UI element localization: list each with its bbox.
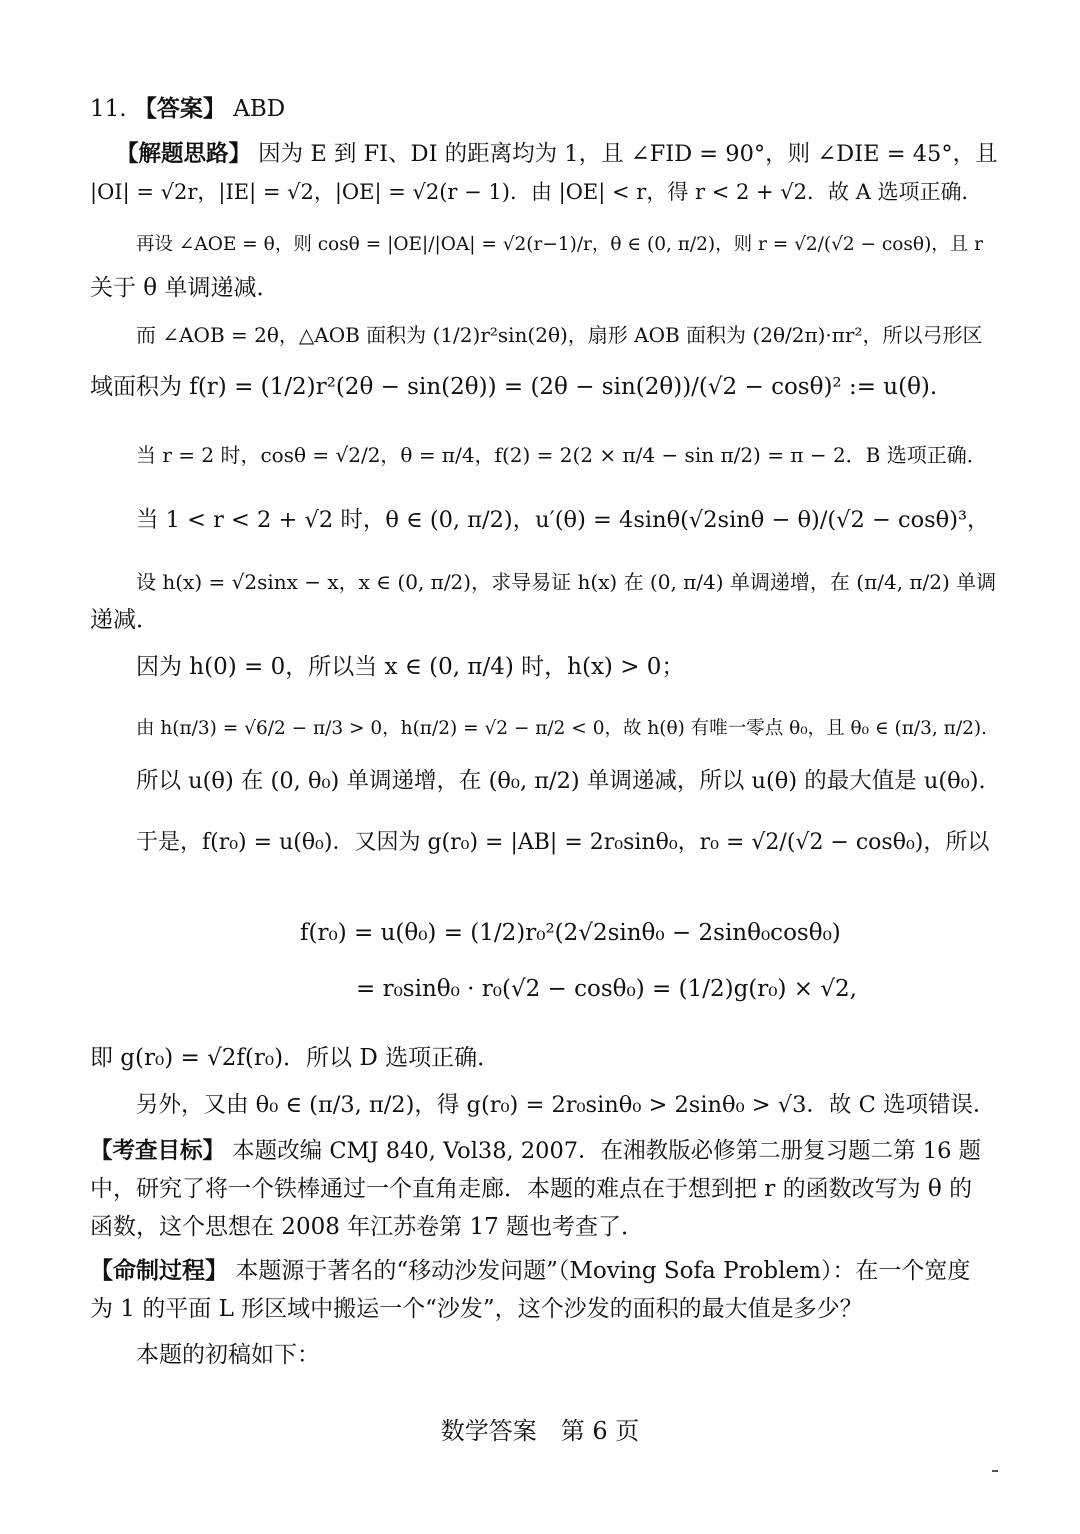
purpose-line-3: 函数，这个思想在 2008 年江苏卷第 17 题也考查了． — [90, 1214, 645, 1240]
solution-line-8: 当 1 < r < 2 + √2 时，θ ∈ (0, π/2)，u′(θ) = 4sinθ(√2sinθ − θ)/(√2 − cosθ)³， — [136, 507, 990, 533]
answer-tag: 【答案】 — [133, 95, 226, 122]
solution-line-13: 所以 u(θ) 在 (0, θ₀) 单调递增，在 (θ₀, π/2) 单调递减，所以 u(θ) 的最大值是 u(θ₀). — [136, 768, 986, 794]
equation-line-2: = r₀sinθ₀ · r₀(√2 − cosθ₀) = (1/2)g(r₀) × √2, — [356, 976, 857, 1002]
process-line-2: 为 1 的平面 L 形区域中搬运一个“沙发”，这个沙发的面积的最大值是多少？ — [90, 1296, 863, 1322]
solution-line-4: 关于 θ 单调递减． — [90, 275, 280, 301]
solution-line-15: 即 g(r₀) = √2f(r₀)．所以 D 选项正确． — [90, 1045, 501, 1071]
solution-line-5: 而 ∠AOB = 2θ，△AOB 面积为 (1/2)r²sin(2θ)，扇形 AOB 面积为 (2θ/2π)·πr²，所以弓形区 — [136, 323, 983, 347]
section-process-label: 【命制过程】 — [90, 1257, 228, 1284]
solution-line-9: 设 h(x) = √2sinx − x，x ∈ (0, π/2)，求导易证 h(x) 在 (0, π/4) 单调递增，在 (π/4, π/2) 单调 — [136, 570, 997, 594]
page-footer: 数学答案 第 6 页 — [440, 1417, 640, 1445]
section-solution-label: 【解题思路】 — [116, 141, 252, 167]
answer-value: ABD — [233, 96, 286, 122]
process-line-3: 本题的初稿如下： — [136, 1342, 320, 1368]
question-number: 11. — [90, 96, 127, 122]
solution-line-16: 另外，又由 θ₀ ∈ (π/3, π/2)，得 g(r₀) = 2r₀sinθ₀ > 2sinθ₀ > √3．故 C 选项错误． — [136, 1092, 996, 1118]
solution-line-12: 由 h(π/3) = √6/2 − π/3 > 0，h(π/2) = √2 − π/2 < 0，故 h(θ) 有唯一零点 θ₀，且 θ₀ ∈ (π/3, π/2). — [136, 718, 987, 739]
purpose-line-2: 中，研究了将一个铁棒通过一个直角走廊．本题的难点在于想到把 r 的函数改写为 θ 的 — [90, 1176, 973, 1202]
question-header — [90, 94, 285, 124]
solution-line-14: 于是，f(r₀) = u(θ₀)．又因为 g(r₀) = |AB| = 2r₀sinθ₀，r₀ = √2/(√2 − cosθ₀)，所以 — [136, 830, 990, 855]
solution-line-10: 递减． — [90, 607, 159, 633]
solution-line-1: 【解题思路】 因为 E 到 FI、DI 的距离均为 1，且 ∠FID = 90°，则 ∠DIE = 45°，且 — [116, 141, 998, 167]
scan-mark — [992, 1470, 998, 1472]
purpose-line-1: 【考查目标】 本题改编 CMJ 840, Vol38, 2007．在湘教版必修第二册复习题二第 16 题 — [90, 1138, 982, 1164]
solution-line-6: 域面积为 f(r) = (1/2)r²(2θ − sin(2θ)) = (2θ − sin(2θ))/(√2 − cosθ)² := u(θ). — [90, 374, 938, 400]
solution-line-11: 因为 h(0) = 0，所以当 x ∈ (0, π/4) 时，h(x) > 0； — [136, 654, 685, 680]
section-purpose-label: 【考查目标】 — [90, 1138, 226, 1164]
solution-line-3: 再设 ∠AOE = θ，则 cosθ = |OE|/|OA| = √2(r−1)/r，θ ∈ (0, π/2)，则 r = √2/(√2 − cosθ)，且 r — [136, 234, 984, 255]
process-line-1: 【命制过程】 本题源于著名的“移动沙发问题”（Moving Sofa Problem）：在一个宽度 — [90, 1257, 971, 1284]
solution-line-7: 当 r = 2 时，cosθ = √2/2，θ = π/4，f(2) = 2(2 × π/4 − sin π/2) = π − 2．B 选项正确． — [136, 443, 987, 467]
solution-line-2: |OI| = √2r，|IE| = √2，|OE| = √2(r − 1)．由 |OE| < r，得 r < 2 + √2．故 A 选项正确． — [90, 180, 983, 204]
equation-line-1: f(r₀) = u(θ₀) = (1/2)r₀²(2√2sinθ₀ − 2sinθ₀cosθ₀) — [300, 920, 841, 946]
